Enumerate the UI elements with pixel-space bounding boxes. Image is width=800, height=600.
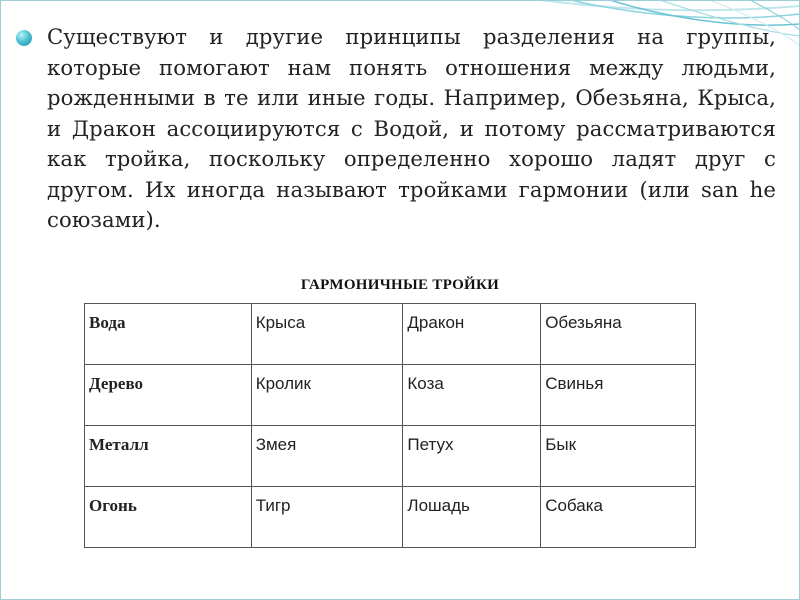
animal-cell: Крыса [251, 304, 403, 365]
animal-cell: Дракон [403, 304, 541, 365]
element-cell: Дерево [85, 365, 252, 426]
animal-cell: Тигр [251, 487, 403, 548]
bullet-paragraph [16, 22, 776, 236]
harmony-table [84, 303, 696, 548]
table-row [85, 365, 696, 426]
animal-cell: Петух [403, 426, 541, 487]
bullet-icon [16, 30, 32, 46]
animal-cell: Кролик [251, 365, 403, 426]
animal-cell: Свинья [541, 365, 696, 426]
table-row [85, 426, 696, 487]
animal-cell: Обезьяна [541, 304, 696, 365]
element-cell: Огонь [85, 487, 252, 548]
table-row [85, 304, 696, 365]
table-row [85, 487, 696, 548]
animal-cell: Коза [403, 365, 541, 426]
animal-cell: Собака [541, 487, 696, 548]
animal-cell: Бык [541, 426, 696, 487]
element-cell: Металл [85, 426, 252, 487]
animal-cell: Лошадь [403, 487, 541, 548]
table-title: ГАРМОНИЧНЫЕ ТРОЙКИ [300, 277, 500, 293]
animal-cell: Змея [251, 426, 403, 487]
body-paragraph: Существуют и другие принципы разделения на группы, которые помогают нам понять отношения между людьми, рожденными в те или иные годы. Например, Обезьяна, Крыса, и Дракон ассоциируются с Водой, и потому рассматриваются как тройка, поскольку определенно хорошо ладят друг с другом. Их иногда называют тройками гармонии (или san he союзами). [47, 24, 776, 232]
element-cell: Вода [85, 304, 252, 365]
